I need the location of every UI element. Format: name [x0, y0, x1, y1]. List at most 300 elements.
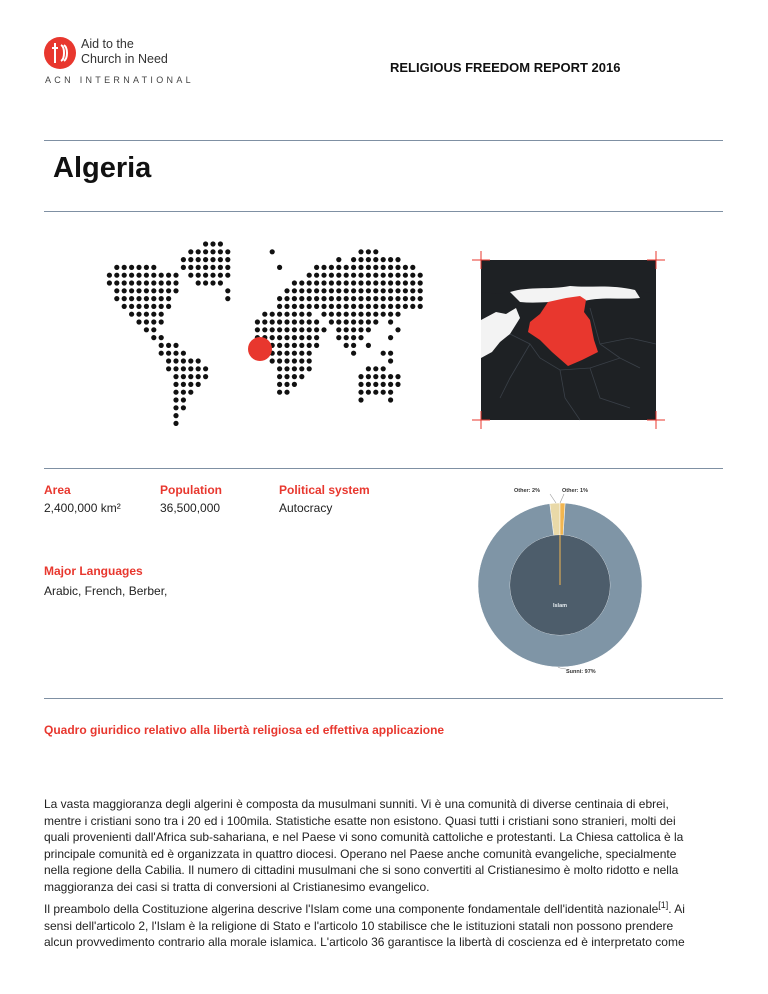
map-dot: [373, 273, 378, 278]
map-dot: [373, 390, 378, 395]
map-dot: [173, 382, 178, 387]
map-dot: [122, 273, 127, 278]
map-dot: [284, 390, 289, 395]
map-dot: [129, 304, 134, 309]
map-dot: [299, 296, 304, 301]
map-dot: [358, 288, 363, 293]
map-dot: [336, 280, 341, 285]
map-dot: [159, 288, 164, 293]
map-dot: [203, 366, 208, 371]
map-dot: [395, 280, 400, 285]
map-dot: [196, 374, 201, 379]
map-dot: [284, 296, 289, 301]
map-dot: [166, 304, 171, 309]
map-dot: [307, 327, 312, 332]
map-dot: [173, 421, 178, 426]
map-dot: [381, 390, 386, 395]
map-dot: [270, 327, 275, 332]
map-dot: [270, 312, 275, 317]
map-dot: [336, 288, 341, 293]
map-dot: [299, 343, 304, 348]
map-dot: [388, 390, 393, 395]
map-dot: [321, 265, 326, 270]
map-dot: [403, 273, 408, 278]
map-dot: [299, 280, 304, 285]
map-dot: [307, 280, 312, 285]
map-dot: [395, 304, 400, 309]
divider: [44, 698, 723, 699]
footnote-ref[interactable]: [1]: [658, 900, 669, 910]
map-dot: [277, 335, 282, 340]
map-dot: [129, 288, 134, 293]
map-dot: [136, 280, 141, 285]
map-dot: [225, 296, 230, 301]
map-dot: [299, 288, 304, 293]
map-dot: [410, 288, 415, 293]
map-dot: [151, 335, 156, 340]
donut-label-islam: Islam: [552, 603, 568, 609]
map-dot: [321, 273, 326, 278]
map-dot: [203, 257, 208, 262]
map-dot: [410, 280, 415, 285]
donut-label-other-1: Other: 1%: [562, 488, 588, 494]
world-dot-map: [96, 238, 442, 430]
map-dot: [188, 257, 193, 262]
map-dot: [284, 335, 289, 340]
map-dot: [196, 382, 201, 387]
map-dot: [210, 257, 215, 262]
map-dot: [395, 312, 400, 317]
map-dot: [358, 249, 363, 254]
map-dot: [159, 304, 164, 309]
map-dot: [292, 296, 297, 301]
map-dot: [166, 273, 171, 278]
map-dot: [166, 280, 171, 285]
map-dot: [173, 351, 178, 356]
map-dot: [218, 257, 223, 262]
map-dot: [381, 366, 386, 371]
map-dot: [299, 335, 304, 340]
map-dot: [159, 273, 164, 278]
map-dot: [292, 304, 297, 309]
map-dot: [218, 280, 223, 285]
map-dot: [418, 304, 423, 309]
map-dot: [277, 304, 282, 309]
map-dot: [388, 382, 393, 387]
map-dot: [292, 366, 297, 371]
map-dot: [136, 288, 141, 293]
map-dot: [344, 335, 349, 340]
map-dot: [314, 265, 319, 270]
map-dot: [181, 374, 186, 379]
map-dot: [292, 327, 297, 332]
map-dot: [225, 265, 230, 270]
map-dot: [151, 265, 156, 270]
map-dot: [373, 280, 378, 285]
map-dot: [299, 374, 304, 379]
map-dot: [151, 280, 156, 285]
map-dot: [196, 273, 201, 278]
map-dot: [277, 382, 282, 387]
map-dot: [381, 280, 386, 285]
map-dot: [366, 249, 371, 254]
map-dot: [366, 288, 371, 293]
map-dot: [114, 280, 119, 285]
map-dot: [114, 296, 119, 301]
divider: [44, 140, 723, 141]
map-dot: [351, 335, 356, 340]
map-dot: [188, 390, 193, 395]
map-dot: [277, 296, 282, 301]
map-dot: [321, 304, 326, 309]
map-dot: [314, 296, 319, 301]
map-dot: [410, 265, 415, 270]
map-dot: [151, 296, 156, 301]
map-dot: [307, 351, 312, 356]
map-dot: [351, 327, 356, 332]
map-dot: [196, 358, 201, 363]
map-dot: [188, 366, 193, 371]
map-dot: [314, 335, 319, 340]
map-dot: [344, 304, 349, 309]
political-system-label: Political system: [279, 483, 370, 497]
map-dot: [299, 319, 304, 324]
map-dot: [373, 366, 378, 371]
map-dot: [351, 280, 356, 285]
map-dot: [292, 351, 297, 356]
languages-value: Arabic, French, Berber,: [44, 584, 168, 598]
map-dot: [336, 312, 341, 317]
map-dot: [122, 296, 127, 301]
map-dot: [277, 358, 282, 363]
map-dot: [292, 382, 297, 387]
map-dot: [114, 265, 119, 270]
population-value: 36,500,000: [160, 501, 221, 515]
map-dot: [366, 312, 371, 317]
map-dot: [225, 257, 230, 262]
map-dot: [151, 312, 156, 317]
map-dot: [366, 257, 371, 262]
map-dot: [388, 273, 393, 278]
map-dot: [307, 304, 312, 309]
map-dot: [299, 312, 304, 317]
map-dot: [336, 335, 341, 340]
map-dot: [151, 319, 156, 324]
logo-text: [81, 37, 168, 67]
section-title: Quadro giuridico relativo alla libertà religiosa ed effettiva applicazione: [44, 723, 445, 737]
map-dot: [388, 296, 393, 301]
map-dot: [203, 249, 208, 254]
map-dot: [314, 327, 319, 332]
map-dot: [270, 249, 275, 254]
map-dot: [329, 288, 334, 293]
map-dot: [181, 358, 186, 363]
map-dot: [144, 312, 149, 317]
map-dot: [307, 288, 312, 293]
map-dot: [299, 366, 304, 371]
map-dot: [395, 265, 400, 270]
map-dot: [144, 296, 149, 301]
map-dot: [122, 265, 127, 270]
map-dot: [358, 327, 363, 332]
map-dot: [358, 374, 363, 379]
map-dot: [351, 351, 356, 356]
donut-label-other-2: Other: 2%: [514, 488, 540, 494]
map-dot: [299, 304, 304, 309]
map-dot: [173, 390, 178, 395]
map-dot: [395, 382, 400, 387]
population-label: Population: [160, 483, 222, 497]
country-title: Algeria: [53, 152, 152, 184]
map-dot: [203, 265, 208, 270]
map-dot: [210, 249, 215, 254]
map-dot: [388, 358, 393, 363]
map-dot: [188, 374, 193, 379]
map-dot: [181, 257, 186, 262]
map-dot: [336, 327, 341, 332]
map-dot: [129, 265, 134, 270]
map-dot: [321, 280, 326, 285]
text-line: alcun provvedimento contrario alla morale islamica. L'articolo 36 garantisce la libertà di coscienza ed è interpretato come: [44, 935, 685, 949]
map-dot: [284, 319, 289, 324]
map-dot: [403, 265, 408, 270]
map-dot: [129, 296, 134, 301]
map-dot: [358, 296, 363, 301]
map-dot: [329, 265, 334, 270]
map-dot: [344, 296, 349, 301]
map-dot: [321, 312, 326, 317]
map-dot: [388, 288, 393, 293]
map-dot: [203, 374, 208, 379]
map-dot: [173, 397, 178, 402]
map-dot: [358, 319, 363, 324]
map-dot: [366, 319, 371, 324]
text-line: [44, 897, 724, 918]
map-dot: [181, 366, 186, 371]
map-dot: [366, 327, 371, 332]
map-dot: [307, 273, 312, 278]
map-dot: [388, 304, 393, 309]
map-dot: [314, 304, 319, 309]
map-dot: [181, 382, 186, 387]
map-dot: [255, 319, 260, 324]
map-dot: [292, 280, 297, 285]
donut-label-sunni: Sunni: 97%: [566, 669, 596, 675]
map-dot: [159, 335, 164, 340]
map-dot: [277, 343, 282, 348]
map-dot: [188, 358, 193, 363]
map-dot: [173, 273, 178, 278]
map-dot: [366, 296, 371, 301]
text-line: principale comunità ed è organizzata in quattro diocesi. Operano nel Paese anche comunità evangeliche, specialmente: [44, 846, 677, 861]
map-dot: [344, 327, 349, 332]
map-dot: [292, 358, 297, 363]
map-dot: [270, 335, 275, 340]
map-dot: [210, 280, 215, 285]
map-dot: [151, 288, 156, 293]
map-dot: [351, 257, 356, 262]
map-dot: [284, 312, 289, 317]
map-dot: [277, 319, 282, 324]
map-dot: [329, 273, 334, 278]
map-dot: [388, 374, 393, 379]
map-dot: [344, 288, 349, 293]
map-dot: [203, 280, 208, 285]
map-dot: [329, 304, 334, 309]
map-dot: [395, 327, 400, 332]
map-dot: [351, 304, 356, 309]
map-dot: [151, 273, 156, 278]
map-dot: [381, 273, 386, 278]
map-dot: [181, 351, 186, 356]
map-dot: [284, 366, 289, 371]
map-dot: [358, 273, 363, 278]
map-dot: [373, 249, 378, 254]
map-dot: [366, 280, 371, 285]
text-line: maggioranza dei casi si tratta di conversioni al Cristianesimo evangelico.: [44, 879, 430, 894]
map-dot: [225, 249, 230, 254]
area-label: Area: [44, 483, 71, 497]
map-dot: [373, 296, 378, 301]
paragraph-2: [44, 897, 724, 951]
map-dot: [159, 280, 164, 285]
map-dot: [299, 351, 304, 356]
map-dot: [336, 265, 341, 270]
map-dot: [351, 312, 356, 317]
political-system-value: Autocracy: [279, 501, 333, 515]
map-dot: [166, 366, 171, 371]
map-dot: [173, 413, 178, 418]
leader-line: [560, 494, 564, 503]
map-dot: [270, 358, 275, 363]
map-dot: [144, 304, 149, 309]
map-dot: [381, 351, 386, 356]
leader-line: [550, 494, 556, 503]
map-dot: [373, 382, 378, 387]
map-dot: [344, 265, 349, 270]
map-dot: [366, 374, 371, 379]
map-dot: [292, 312, 297, 317]
map-dot: [181, 390, 186, 395]
map-dot: [418, 296, 423, 301]
map-dot: [181, 265, 186, 270]
map-dot: [210, 241, 215, 246]
map-dot: [358, 382, 363, 387]
map-dot: [151, 327, 156, 332]
map-dot: [329, 319, 334, 324]
map-dot: [307, 319, 312, 324]
map-dot: [403, 304, 408, 309]
map-dot: [366, 343, 371, 348]
map-dot: [196, 366, 201, 371]
map-dot: [159, 343, 164, 348]
map-dot: [196, 249, 201, 254]
map-dot: [196, 280, 201, 285]
map-dot: [395, 288, 400, 293]
map-dot: [255, 327, 260, 332]
map-dot: [403, 296, 408, 301]
map-dot: [336, 257, 341, 262]
map-dot: [358, 304, 363, 309]
map-dot: [395, 296, 400, 301]
map-dot: [188, 273, 193, 278]
map-dot: [381, 288, 386, 293]
map-dot: [381, 265, 386, 270]
acn-logo-icon: [44, 37, 76, 69]
map-dot: [388, 397, 393, 402]
map-dot: [395, 257, 400, 262]
map-dot: [373, 319, 378, 324]
leader-line: [558, 667, 566, 669]
map-dot: [136, 273, 141, 278]
religion-donut-chart: [470, 480, 650, 680]
map-dot: [262, 312, 267, 317]
map-dot: [277, 374, 282, 379]
text-segment: Il preambolo della Costituzione algerina descrive l'Islam come una componente fondamentale dell'identità nazionale: [44, 902, 659, 916]
map-dot: [284, 374, 289, 379]
map-dot: [381, 296, 386, 301]
map-dot: [373, 288, 378, 293]
map-dot: [321, 288, 326, 293]
map-dot: [366, 273, 371, 278]
map-dot: [122, 304, 127, 309]
map-dot: [388, 265, 393, 270]
map-dot: [277, 312, 282, 317]
map-dot: [166, 296, 171, 301]
map-dot: [388, 351, 393, 356]
map-dot: [129, 273, 134, 278]
map-dot: [136, 296, 141, 301]
map-dot: [144, 265, 149, 270]
map-dot: [307, 335, 312, 340]
map-dot: [314, 288, 319, 293]
map-dot: [284, 382, 289, 387]
map-dot: [151, 304, 156, 309]
map-dot: [351, 296, 356, 301]
map-dot: [173, 288, 178, 293]
map-dot: [292, 288, 297, 293]
map-dot: [292, 374, 297, 379]
map-dot: [129, 312, 134, 317]
map-dot: [314, 273, 319, 278]
map-dot: [351, 319, 356, 324]
algeria-region-map: [470, 248, 670, 432]
map-dot: [388, 335, 393, 340]
map-dot: [270, 319, 275, 324]
algeria-highlight-marker: [248, 337, 272, 361]
map-dot: [196, 257, 201, 262]
map-dot: [381, 304, 386, 309]
map-dot: [284, 358, 289, 363]
map-dot: [218, 273, 223, 278]
map-dot: [173, 280, 178, 285]
map-dot: [351, 265, 356, 270]
map-dot: [284, 343, 289, 348]
map-dot: [144, 273, 149, 278]
map-dot: [136, 319, 141, 324]
map-dot: [188, 265, 193, 270]
map-dot: [262, 319, 267, 324]
text-line: sensi dell'articolo 2, l'Islam è la religione di Stato e l'articolo 10 stabilisce che le istituzioni statali non possono prendere: [44, 918, 674, 933]
map-dot: [336, 296, 341, 301]
divider: [44, 468, 723, 469]
map-dot: [336, 273, 341, 278]
map-dot: [344, 280, 349, 285]
map-dot: [381, 312, 386, 317]
map-dot: [136, 265, 141, 270]
map-dot: [218, 249, 223, 254]
map-dot: [299, 358, 304, 363]
